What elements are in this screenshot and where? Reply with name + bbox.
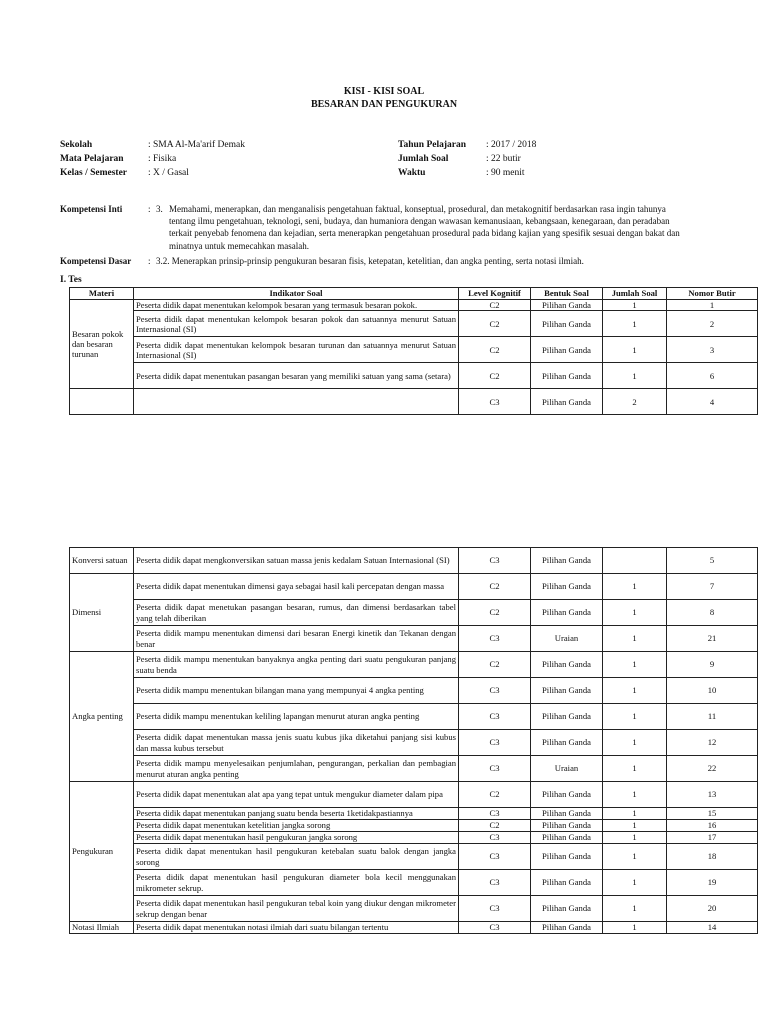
table-row <box>70 300 758 311</box>
jumlah-cell: 1 <box>603 730 667 756</box>
jumlah-cell: 1 <box>603 922 667 934</box>
level-cell: C3 <box>459 808 531 820</box>
indikator-cell: Peserta didik dapat menentukan dimensi gaya sebagai hasil kali percepatan dengan massa <box>134 574 459 600</box>
nomor-cell: 7 <box>667 574 758 600</box>
jumlah-cell: 1 <box>603 832 667 844</box>
header-indikator: Indikator Soal <box>134 288 459 300</box>
nomor-cell: 5 <box>667 548 758 574</box>
jumlah-cell: 1 <box>603 652 667 678</box>
bentuk-cell: Pilihan Ganda <box>531 782 603 808</box>
jumlah-cell: 1 <box>603 756 667 782</box>
indikator-cell: Peserta didik dapat menentukan ketelitian jangka sorong <box>134 820 459 832</box>
materi-cell: Notasi Ilmiah <box>70 922 134 934</box>
nomor-cell: 11 <box>667 704 758 730</box>
table-row <box>70 311 758 337</box>
table-row <box>70 337 758 363</box>
jumlah-cell: 1 <box>603 704 667 730</box>
indikator-cell: Peserta didik dapat menentukan kelompok besaran turunan dan satuannya menurut Satuan Internasional (SI) <box>134 337 459 363</box>
bentuk-cell: Pilihan Ganda <box>531 832 603 844</box>
indikator-cell: Peserta didik dapat menentukan hasil pengukuran ketebalan suatu balok dengan jangka sorong <box>134 844 459 870</box>
materi-cell-empty <box>70 389 134 415</box>
indikator-cell: Peserta didik dapat menentukan kelompok besaran yang termasuk besaran pokok. <box>134 300 459 311</box>
table-row <box>70 600 758 626</box>
nomor-cell: 13 <box>667 782 758 808</box>
info-left <box>60 138 245 180</box>
info-value: : X / Gasal <box>148 168 189 178</box>
header-bentuk: Bentuk Soal <box>531 288 603 300</box>
nomor-cell: 20 <box>667 896 758 922</box>
bentuk-cell: Pilihan Ganda <box>531 844 603 870</box>
indikator-cell: Peserta didik dapat menentukan hasil pengukuran diameter bola kecil menggunakan mikrometer sekrup. <box>134 870 459 896</box>
info-kelas <box>60 166 245 180</box>
ki-first-line <box>156 203 725 215</box>
table-row <box>70 820 758 832</box>
info-value: : 90 menit <box>486 168 525 178</box>
nomor-cell: 22 <box>667 756 758 782</box>
info-jumlah <box>398 152 536 166</box>
table-row <box>70 782 758 808</box>
level-cell: C3 <box>459 678 531 704</box>
level-cell: C3 <box>459 548 531 574</box>
kisi-table-part1 <box>69 287 758 415</box>
table-row <box>70 730 758 756</box>
indikator-cell: Peserta didik dapat menentukan kelompok besaran pokok dan satuannya menurut Satuan Internasional (SI) <box>134 311 459 337</box>
indikator-cell: Peserta didik dapat mengkonversikan satuan massa jenis kedalam Satuan Internasional (SI) <box>134 548 459 574</box>
jumlah-cell: 1 <box>603 363 667 389</box>
nomor-cell: 14 <box>667 922 758 934</box>
bentuk-cell: Pilihan Ganda <box>531 363 603 389</box>
jumlah-cell <box>603 548 667 574</box>
table-row <box>70 832 758 844</box>
bentuk-cell: Pilihan Ganda <box>531 808 603 820</box>
table-row <box>70 922 758 934</box>
indikator-cell: Peserta didik dapat menentukan alat apa yang tepat untuk mengukur diameter dalam pipa <box>134 782 459 808</box>
materi-cell: Dimensi <box>70 574 134 652</box>
jumlah-cell: 1 <box>603 337 667 363</box>
table-row <box>70 652 758 678</box>
nomor-cell: 17 <box>667 832 758 844</box>
bentuk-cell: Pilihan Ganda <box>531 337 603 363</box>
kompetensi-dasar <box>60 255 725 267</box>
table-row <box>70 870 758 896</box>
nomor-cell: 6 <box>667 363 758 389</box>
table-row <box>70 704 758 730</box>
level-cell: C2 <box>459 311 531 337</box>
level-cell: C3 <box>459 844 531 870</box>
level-cell: C2 <box>459 782 531 808</box>
table-row <box>70 756 758 782</box>
level-cell: C2 <box>459 820 531 832</box>
jumlah-cell: 1 <box>603 820 667 832</box>
indikator-cell: Peserta didik dapat menentukan massa jenis suatu kubus jika diketahui panjang sisi kubus dan massa kubus tersebut <box>134 730 459 756</box>
bentuk-cell: Pilihan Ganda <box>531 300 603 311</box>
table-row <box>70 896 758 922</box>
indikator-cell: Peserta didik dapat menentukan hasil pengukuran tebal koin yang diukur dengan mikrometer sekrup dengan benar <box>134 896 459 922</box>
bentuk-cell: Pilihan Ganda <box>531 730 603 756</box>
header-materi: Materi <box>70 288 134 300</box>
indikator-cell: Peserta didik mampu menentukan keliling lapangan menurut aturan angka penting <box>134 704 459 730</box>
indikator-cell: Peserta didik dapat menentukan hasil pengukuran jangka sorong <box>134 832 459 844</box>
info-sekolah <box>60 138 245 152</box>
indikator-cell: Peserta didik mampu menyelesaikan penjumlahan, pengurangan, perkalian dan pembagian menurut aturan angka penting <box>134 756 459 782</box>
info-mapel <box>60 152 245 166</box>
info-value: : SMA Al-Ma'arif Demak <box>148 140 245 150</box>
indikator-cell: Peserta didik dapat menentukan pasangan besaran yang memiliki satuan yang sama (setara) <box>134 363 459 389</box>
jumlah-cell: 1 <box>603 600 667 626</box>
nomor-cell: 8 <box>667 600 758 626</box>
bentuk-cell: Pilihan Ganda <box>531 678 603 704</box>
ki-colon: : <box>148 204 151 214</box>
table-row <box>70 574 758 600</box>
level-cell: C3 <box>459 922 531 934</box>
info-label: Kelas / Semester <box>60 168 128 178</box>
kompetensi-inti <box>60 203 725 252</box>
info-label: Waktu <box>398 168 426 178</box>
materi-cell: Pengukuran <box>70 782 134 922</box>
bentuk-cell: Pilihan Ganda <box>531 548 603 574</box>
ki-line: terkait penyebab fenomena dan kejadian, serta menerapkan pengetahuan prosedural pada bidang kajian yang spesifik sesuai dengan bakat dan <box>169 228 680 239</box>
level-cell: C3 <box>459 756 531 782</box>
jumlah-cell: 2 <box>603 389 667 415</box>
jumlah-cell: 1 <box>603 574 667 600</box>
kisi-table-part2 <box>69 547 758 934</box>
nomor-cell: 12 <box>667 730 758 756</box>
bentuk-cell: Pilihan Ganda <box>531 389 603 415</box>
info-value: : Fisika <box>148 154 177 164</box>
level-cell: C3 <box>459 389 531 415</box>
ki-label: Kompetensi Inti <box>60 204 123 214</box>
info-label: Tahun Pelajaran <box>398 140 467 150</box>
jumlah-cell: 1 <box>603 626 667 652</box>
bentuk-cell: Uraian <box>531 626 603 652</box>
level-cell: C2 <box>459 337 531 363</box>
jumlah-cell: 1 <box>603 678 667 704</box>
nomor-cell: 15 <box>667 808 758 820</box>
level-cell: C3 <box>459 626 531 652</box>
bentuk-cell: Pilihan Ganda <box>531 704 603 730</box>
indikator-cell: Peserta didik mampu menentukan banyaknya angka penting dari suatu pengukuran panjang suatu benda <box>134 652 459 678</box>
nomor-cell: 10 <box>667 678 758 704</box>
materi-cell: Angka penting <box>70 652 134 782</box>
nomor-cell: 1 <box>667 300 758 311</box>
jumlah-cell: 1 <box>603 300 667 311</box>
info-tahun <box>398 138 536 152</box>
jumlah-cell: 1 <box>603 896 667 922</box>
table-row <box>70 678 758 704</box>
info-label: Jumlah Soal <box>398 154 449 164</box>
info-label: Sekolah <box>60 140 93 150</box>
level-cell: C3 <box>459 896 531 922</box>
kd-colon: : <box>148 256 151 266</box>
bentuk-cell: Pilihan Ganda <box>531 600 603 626</box>
materi-cell: Besaran pokok dan besaran turunan <box>70 300 134 389</box>
level-cell: C2 <box>459 652 531 678</box>
ki-text <box>156 203 725 252</box>
nomor-cell: 3 <box>667 337 758 363</box>
indikator-cell <box>134 389 459 415</box>
level-cell: C3 <box>459 730 531 756</box>
jumlah-cell: 1 <box>603 870 667 896</box>
table-header-row <box>70 288 758 300</box>
jumlah-cell: 1 <box>603 782 667 808</box>
nomor-cell: 21 <box>667 626 758 652</box>
level-cell: C2 <box>459 600 531 626</box>
nomor-cell: 16 <box>667 820 758 832</box>
indikator-cell: Peserta didik mampu menentukan bilangan mana yang mempunyai 4 angka penting <box>134 678 459 704</box>
level-cell: C3 <box>459 832 531 844</box>
materi-cell: Konversi satuan <box>70 548 134 574</box>
nomor-cell: 4 <box>667 389 758 415</box>
level-cell: C3 <box>459 870 531 896</box>
info-label: Mata Pelajaran <box>60 154 124 164</box>
table-row <box>70 844 758 870</box>
doc-subtitle: BESARAN DAN PENGUKURAN <box>310 99 458 110</box>
bentuk-cell: Pilihan Ganda <box>531 870 603 896</box>
info-value: : 2017 / 2018 <box>486 140 537 150</box>
level-cell: C2 <box>459 363 531 389</box>
table-row <box>70 389 758 415</box>
ki-line: minatnya untuk memecahkan masalah. <box>169 240 309 251</box>
header-level: Level Kognitif <box>459 288 531 300</box>
table-row <box>70 363 758 389</box>
header-nomor: Nomor Butir <box>667 288 758 300</box>
nomor-cell: 2 <box>667 311 758 337</box>
bentuk-cell: Pilihan Ganda <box>531 652 603 678</box>
indikator-cell: Peserta didik mampu menentukan dimensi dari besaran Energi kinetik dan Tekanan dengan benar <box>134 626 459 652</box>
info-value: : 22 butir <box>486 154 521 164</box>
nomor-cell: 18 <box>667 844 758 870</box>
ki-line: Memahami, menerapkan, dan menganalisis pengetahuan faktual, konseptual, prosedural, dan metakognitif berdasarkan rasa ingin tahunya <box>169 204 666 214</box>
ki-number: 3. <box>156 204 163 214</box>
table-row <box>70 626 758 652</box>
section-tes-label: I. Tes <box>60 275 82 285</box>
nomor-cell: 19 <box>667 870 758 896</box>
doc-title: KISI - KISI SOAL <box>343 86 425 97</box>
kd-label: Kompetensi Dasar <box>60 256 132 266</box>
ki-line: tentang ilmu pengetahuan, teknologi, seni, budaya, dan humaniora dengan wawasan kemanusiaan, kebangsaan, kenegaraan, dan peradaban <box>169 216 670 227</box>
bentuk-cell: Pilihan Ganda <box>531 311 603 337</box>
info-right <box>398 138 536 180</box>
jumlah-cell: 1 <box>603 311 667 337</box>
indikator-cell: Peserta didik dapat menentukan notasi ilmiah dari suatu bilangan tertentu <box>134 922 459 934</box>
level-cell: C3 <box>459 704 531 730</box>
kd-text: 3.2. Menerapkan prinsip-prinsip pengukuran besaran fisis, ketepatan, ketelitian, dan angka penting, serta notasi ilmiah. <box>156 256 584 266</box>
indikator-cell: Peserta didik dapat menetukan pasangan besaran, rumus, dan dimensi berdasarkan tabel yang telah diberikan <box>134 600 459 626</box>
jumlah-cell: 1 <box>603 808 667 820</box>
jumlah-cell: 1 <box>603 844 667 870</box>
nomor-cell: 9 <box>667 652 758 678</box>
indikator-cell: Peserta didik dapat menentukan panjang suatu benda beserta 1ketidakpastiannya <box>134 808 459 820</box>
info-waktu <box>398 166 536 180</box>
level-cell: C2 <box>459 574 531 600</box>
page-gap <box>0 430 768 530</box>
table-row <box>70 548 758 574</box>
bentuk-cell: Pilihan Ganda <box>531 896 603 922</box>
bentuk-cell: Uraian <box>531 756 603 782</box>
header-jumlah: Jumlah Soal <box>603 288 667 300</box>
bentuk-cell: Pilihan Ganda <box>531 922 603 934</box>
bentuk-cell: Pilihan Ganda <box>531 820 603 832</box>
table-row <box>70 808 758 820</box>
level-cell: C2 <box>459 300 531 311</box>
bentuk-cell: Pilihan Ganda <box>531 574 603 600</box>
